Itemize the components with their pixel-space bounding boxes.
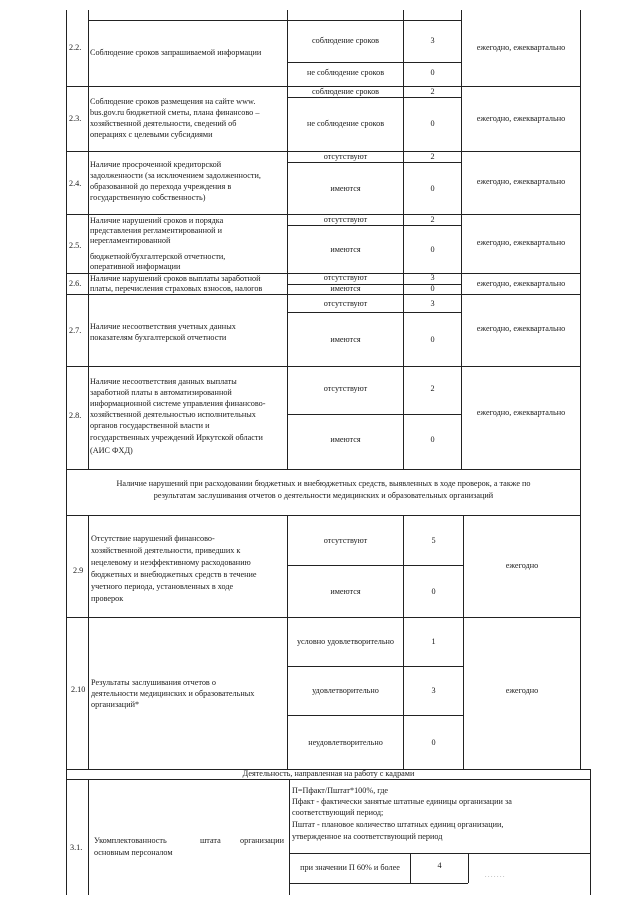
option-label: имеются	[330, 245, 361, 254]
row-description: хозяйственной деятельности, приведших к	[91, 546, 241, 555]
option-label: отсутствуют	[323, 536, 368, 545]
option-label: при значении П 60% и более	[300, 863, 400, 872]
option-score: 2	[430, 215, 435, 224]
row-description: показателям бухгалтерской отчетности	[90, 333, 227, 342]
row-description: операциях с целевыми субсидиями	[90, 130, 213, 139]
row-description: бюджетной/бухгалтерской отчетности,	[90, 252, 226, 261]
row-line	[66, 515, 580, 516]
row-line	[287, 666, 463, 667]
row-description: Наличие несоответствия данных выплаты	[90, 377, 237, 386]
row-number: 2.8.	[69, 411, 82, 420]
row-line	[88, 20, 461, 21]
row-description: Результаты заслушивания отчетов о	[91, 678, 216, 687]
table-border-right	[580, 10, 581, 469]
row-description: Соблюдение сроков запрашиваемой информации	[90, 48, 262, 57]
row-line	[289, 883, 468, 884]
formula-text: П=Пфакт/Пштат*100%, где	[292, 786, 389, 795]
row-number: 2.10	[71, 685, 86, 694]
row-line	[287, 565, 463, 566]
row-description: основным персоналом	[94, 848, 173, 857]
option-label: имеются	[330, 284, 361, 293]
option-label: имеются	[330, 335, 361, 344]
row-description: бюджетных и внебюджетных средств в течение	[91, 570, 257, 579]
row-number: 2.5.	[69, 241, 82, 250]
row-description: нерегламентированной	[90, 236, 171, 245]
row-description: представления регламентированной и	[90, 226, 222, 235]
row-description: заработной платы в автоматизированной	[90, 388, 232, 397]
option-label: отсутствуют	[323, 215, 368, 224]
period: ежегодно	[505, 561, 539, 570]
period: ежегодно, ежеквартально	[476, 114, 566, 123]
row-description: штата	[200, 836, 221, 845]
col-divider-option	[403, 10, 404, 469]
table-border-left	[66, 10, 67, 895]
row-description: государственную собственность)	[90, 193, 206, 202]
option-score: 0	[430, 435, 435, 444]
period: ежегодно, ежеквартально	[476, 177, 566, 186]
option-score: 3	[431, 686, 436, 695]
col-divider-score-b	[463, 515, 464, 769]
row-description: Наличие нарушений сроков выплаты заработной	[90, 274, 261, 283]
col-divider-num-b	[88, 515, 89, 769]
option-score: 2	[430, 152, 435, 161]
row-description: задолженности (за исключением задолженности,	[90, 171, 261, 180]
option-label: удовлетворительно	[312, 686, 379, 695]
option-label: имеются	[330, 184, 361, 193]
option-score: 3	[430, 299, 435, 308]
formula-text: утвержденное на соответствующий период	[292, 832, 443, 841]
row-description: государственных учреждений Иркутской области	[90, 433, 263, 442]
formula-text: Пфакт - фактически занятые штатные единицы организации за	[292, 797, 512, 806]
row-description: проверок	[91, 594, 124, 603]
period: ежегодно	[505, 686, 539, 695]
row-number: 2.3.	[69, 114, 82, 123]
option-label: отсутствуют	[323, 273, 368, 282]
row-description: Отсутствие нарушений финансово-	[91, 534, 215, 543]
period: ежегодно, ежеквартально	[476, 324, 566, 333]
col-divider-num-c	[88, 779, 89, 895]
col-divider-desc	[287, 10, 288, 469]
row-description: Укомплектованность	[94, 836, 167, 845]
option-label: соблюдение сроков	[311, 36, 380, 45]
option-score: 0	[430, 184, 435, 193]
row-description: платы, перечисления страховых взносов, налогов	[90, 284, 263, 293]
table-border-right-b	[580, 469, 581, 769]
row-description: учетного периода, установленных в ходе	[91, 582, 234, 591]
option-score: 5	[431, 536, 436, 545]
row-line	[287, 312, 461, 313]
row-description: нецелевому и неэффективному расходованию	[91, 558, 251, 567]
row-line	[287, 62, 461, 63]
row-description: оперативной информации	[90, 262, 181, 271]
option-score: 0	[431, 738, 436, 747]
option-label: имеются	[330, 587, 361, 596]
formula-text: соответствующий период;	[292, 808, 384, 817]
option-score: 1	[431, 637, 436, 646]
scan-mark: . . . . . . .	[485, 873, 505, 879]
row-description: Наличие просроченной кредиторской	[90, 160, 222, 169]
row-description: хозяйственной деятельности, сведений об	[90, 119, 237, 128]
row-description: органов государственной власти и	[90, 421, 210, 430]
row-description: организации	[240, 836, 284, 845]
option-label: отсутствуют	[323, 384, 368, 393]
option-score: 3	[430, 36, 435, 45]
formula-text: Пштат - плановое количество штатных единиц организации,	[292, 820, 504, 829]
row-description: деятельности медицинских и образовательных	[91, 689, 255, 698]
period: ежегодно, ежеквартально	[476, 238, 566, 247]
row-number: 2.2.	[69, 43, 82, 52]
option-score: 4	[437, 861, 442, 870]
option-label: отсутствуют	[323, 299, 368, 308]
row-line	[289, 853, 590, 854]
row-description: организаций*	[91, 700, 140, 709]
row-number: 2.9	[73, 566, 84, 575]
option-label: соблюдение сроков	[311, 87, 380, 96]
row-description: Соблюдение сроков размещения на сайте www.	[90, 97, 256, 106]
row-line	[287, 414, 461, 415]
row-description: хозяйственной деятельностью исполнительных	[90, 410, 256, 419]
section-heading: Деятельность, направленная на работу с кадрами	[242, 769, 415, 778]
row-line	[66, 617, 580, 618]
row-description: Наличие несоответствия учетных данных	[90, 322, 236, 331]
row-description: (АИС ФХД)	[90, 446, 133, 455]
option-score: 0	[430, 245, 435, 254]
option-label: не соблюдение сроков	[306, 68, 385, 77]
col-divider-period-c	[468, 853, 469, 883]
option-score: 0	[431, 587, 436, 596]
row-description: Наличие нарушений сроков и порядка	[90, 216, 224, 225]
period: ежегодно, ежеквартально	[476, 43, 566, 52]
section-heading: результатам заслушивания отчетов о деятельности медицинских и образовательных организаций	[153, 491, 494, 500]
option-label: условно удовлетворительно	[296, 637, 395, 646]
option-score: 2	[430, 87, 435, 96]
row-number: 2.7.	[69, 326, 82, 335]
option-score: 0	[430, 284, 435, 293]
row-number: 2.6.	[69, 279, 82, 288]
row-number: 2.4.	[69, 179, 82, 188]
section-heading: Наличие нарушений при расходовании бюджетных и внебюджетных средств, выявленных в ходе проверок, а также по	[116, 479, 531, 488]
option-score: 0	[430, 119, 435, 128]
option-label: имеются	[330, 435, 361, 444]
col-divider-num	[88, 10, 89, 469]
row-description: информационной системе управления финансово-	[90, 399, 266, 408]
option-score: 0	[430, 335, 435, 344]
col-divider-option-c	[289, 779, 290, 895]
table-border-right-c	[590, 769, 591, 895]
row-line	[287, 715, 463, 716]
option-label: не соблюдение сроков	[306, 119, 385, 128]
option-score: 2	[430, 384, 435, 393]
option-score: 0	[430, 68, 435, 77]
row-number: 3.1.	[70, 843, 83, 852]
option-label: неудовлетворительно	[308, 738, 383, 747]
option-label: отсутствуют	[323, 152, 368, 161]
period: ежегодно, ежеквартально	[476, 279, 566, 288]
option-score: 3	[430, 273, 435, 282]
row-description: bus.gov.ru бюджетной сметы, плана финансово –	[90, 108, 260, 117]
row-line	[66, 366, 580, 367]
row-description: образованной до перехода учреждения в	[90, 182, 232, 191]
row-line	[66, 469, 580, 470]
period: ежегодно, ежеквартально	[476, 408, 566, 417]
